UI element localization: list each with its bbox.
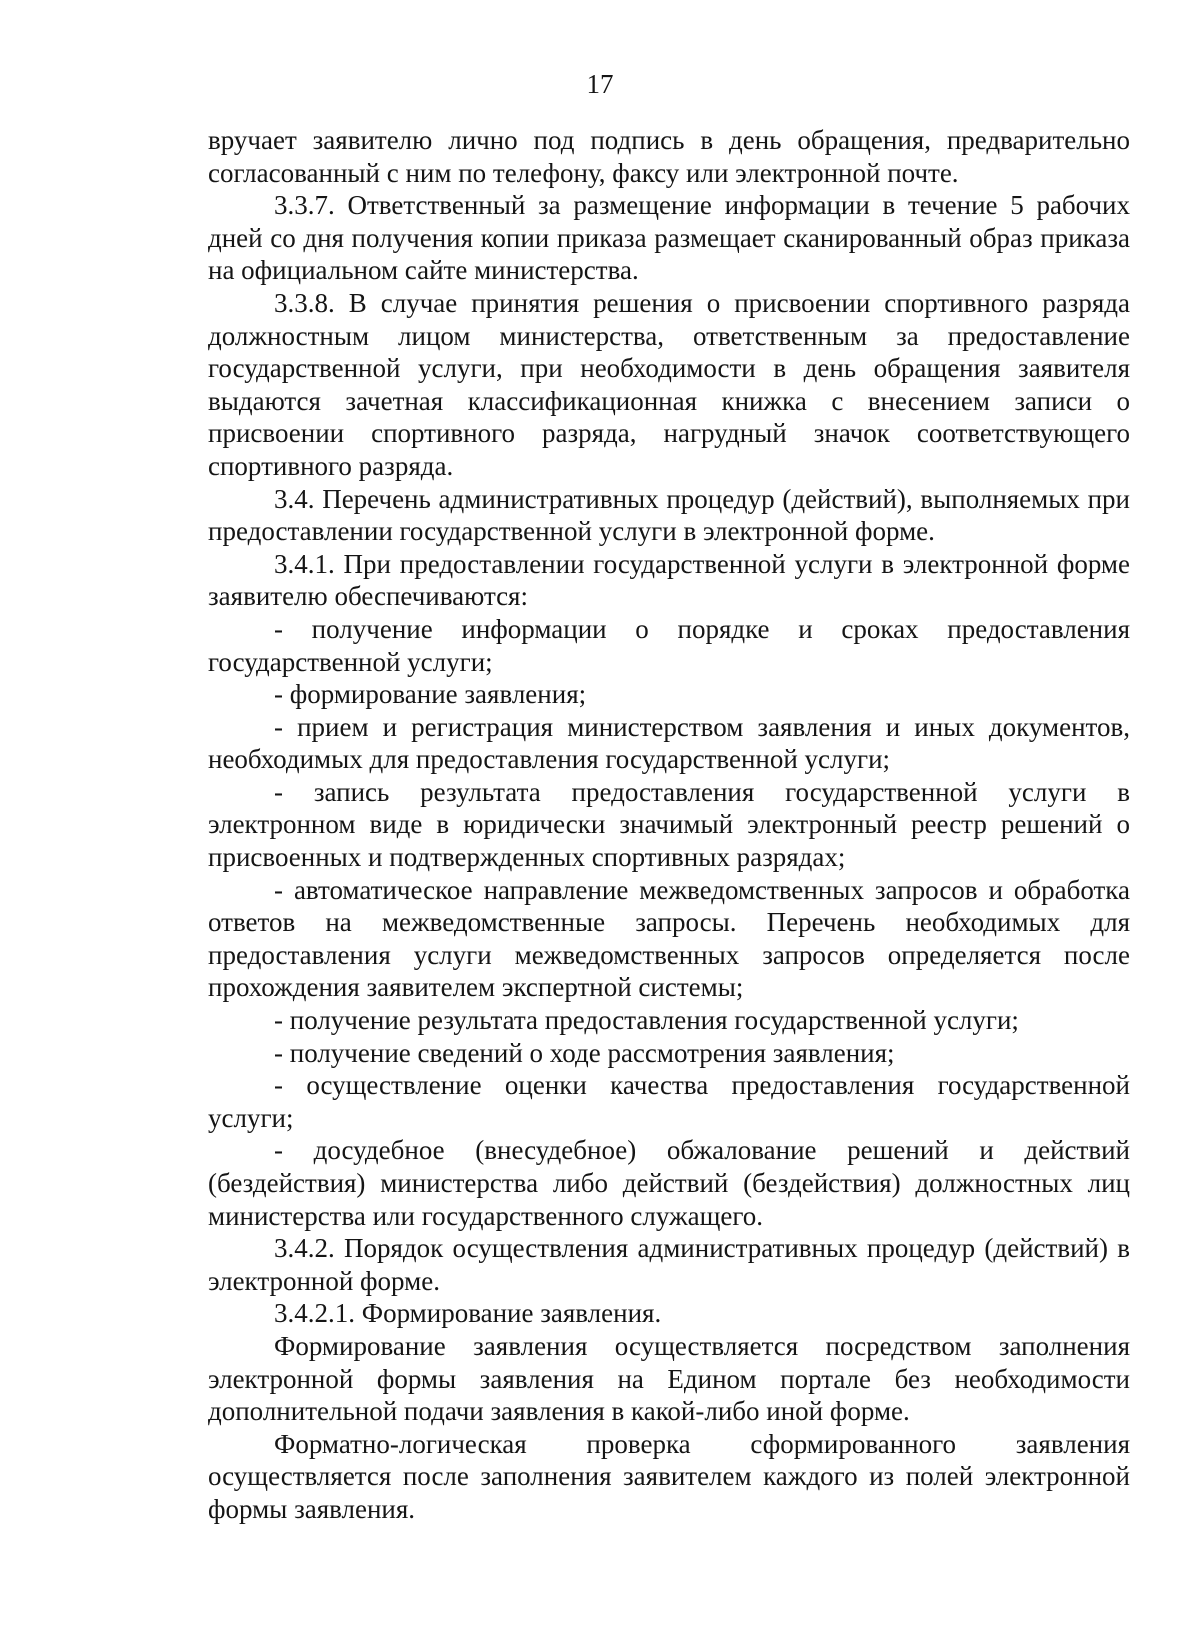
- list-item-quality-assessment: - осуществление оценки качества предоставления государственной услуги;: [208, 1070, 1130, 1133]
- paragraph-format-logic-check: Форматно-логическая проверка сформированного заявления осуществляется после заполнения заявителем каждого из полей электронной формы заявления.: [208, 1428, 1130, 1524]
- list-item-receive-result: - получение результата предоставления государственной услуги;: [274, 1005, 1019, 1036]
- list-item-reception-registration: - прием и регистрация министерством заявления и иных документов, необходимых для предоставления государственной услуги;: [208, 711, 1130, 775]
- list-item-progress-info: - получение сведений о ходе рассмотрения заявления;: [274, 1037, 895, 1068]
- paragraph-3-3-7: 3.3.7. Ответственный за размещение информации в течение 5 рабочих дней со дня получения копии приказа размещает сканированный образ приказа на официальном сайте министерства.: [208, 190, 1130, 286]
- paragraph-3-4-2-1: 3.4.2.1. Формирование заявления.: [274, 1298, 662, 1329]
- paragraph-3-3-8: 3.3.8. В случае принятия решения о присвоении спортивного разряда должностным лицом министерства, ответственным за предоставление государственной услуги, при необходимости в день обращения заявителя выдаются зачетная классификационная книжка с внесением записи о присвоении спортивного разряда, нагрудный значок соответствующего спортивного разряда.: [208, 287, 1130, 481]
- paragraph-3-4-2: 3.4.2. Порядок осуществления административных процедур (действий) в электронной форме.: [208, 1233, 1130, 1296]
- list-item-record-result: - запись результата предоставления государственной услуги в электронном виде в юридически значимый электронный реестр решений о присвоенных и подтвержденных спортивных разрядах;: [208, 776, 1130, 873]
- paragraph-3-4: 3.4. Перечень административных процедур (действий), выполняемых при предоставлении государственной услуги в электронной форме.: [208, 483, 1130, 547]
- list-item-interagency-requests: - автоматическое направление межведомственных запросов и обработка ответов на межведомственные запросы. Перечень необходимых для предоставления услуги межведомственных запросов определяется после прохождения заявителем экспертной системы;: [208, 874, 1130, 1003]
- page-number: 17: [586, 69, 614, 99]
- list-item-information: - получение информации о порядке и сроках предоставления государственной услуги;: [208, 613, 1130, 677]
- list-item-form-application: - формирование заявления;: [274, 679, 587, 710]
- paragraph-forming-application: Формирование заявления осуществляется посредством заполнения электронной формы заявления на Едином портале без необходимости дополнительной подачи заявления в какой-либо иной форме.: [208, 1330, 1130, 1427]
- document-body: [208, 124, 1130, 1526]
- paragraph-3-4-1: 3.4.1. При предоставлении государственной услуги в электронной форме заявителю обеспечиваются:: [208, 548, 1130, 612]
- paragraph-continuation: вручает заявителю лично под подпись в день обращения, предварительно согласованный с ним по телефону, факсу или электронной почте.: [208, 125, 1130, 188]
- list-item-appeal: - досудебное (внесудебное) обжалование решений и действий (бездействия) министерства либо действий (бездействия) должностных лиц министерства или государственного служащего.: [208, 1135, 1130, 1231]
